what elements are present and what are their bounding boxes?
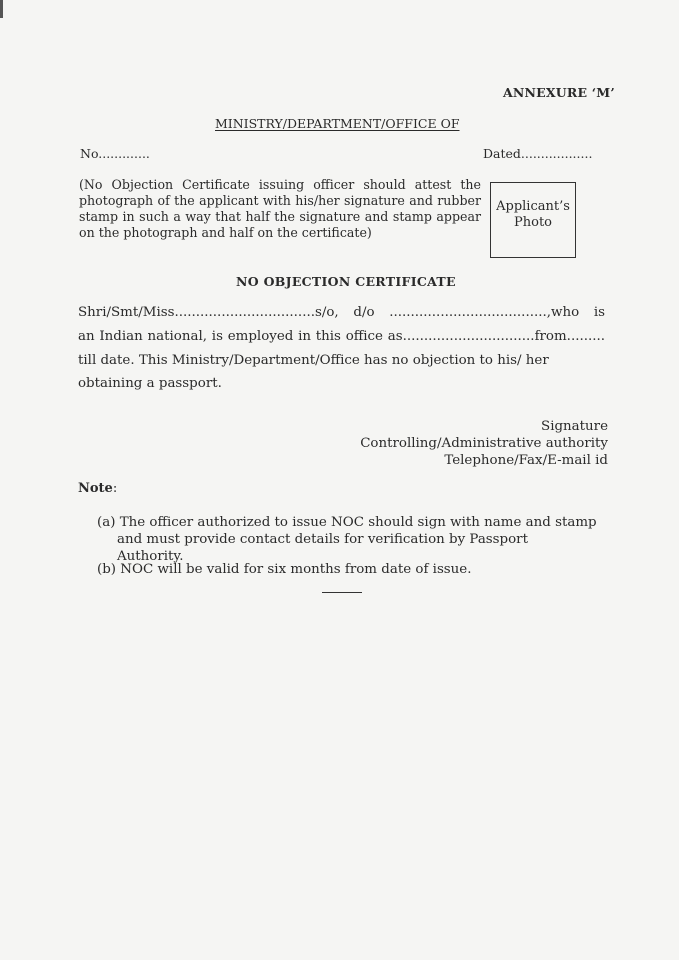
note-label-text: Note [78,481,113,496]
ministry-heading: MINISTRY/DEPARTMENT/OFFICE OF [215,116,460,131]
note-item-b: (b) NOC will be valid for six months from date of issue. [97,562,472,577]
note-heading [78,481,117,496]
note-a-line-2: and must provide contact details for verification by Passport Authority. [117,532,528,564]
annexure-label: ANNEXURE ‘M’ [503,85,615,100]
note-item-a [97,514,597,565]
certificate-body-line-3: till date. This Ministry/Department/Office has no objection to his/ her [78,353,549,368]
certificate-title: NO OBJECTION CERTIFICATE [236,274,456,289]
note-colon: : [112,481,118,496]
certificate-body-line-1: Shri/Smt/Miss.................................s/o, d/o .....................................,who is [78,305,605,320]
photo-box-label-line1: Applicant’s [496,199,570,214]
signature-label: Signature [541,419,608,434]
signature-block [330,418,608,469]
reference-number-field: No............. [80,146,150,161]
note-a-line-1: (a) The officer authorized to issue NOC should sign with name and stamp [97,515,597,530]
attestation-instruction: (No Objection Certificate issuing officer should attest the photograph of the applicant with his/her signature and rubber stamp in such a way that half the signature and stamp appear on the photograph and half on the certificate) [79,177,481,240]
photo-box-label-line2: Photo [514,215,552,230]
certificate-body-line-2: an Indian national, is employed in this office as...............................from......... [78,329,605,344]
contact-label: Telephone/Fax/E-mail id [444,453,608,468]
certificate-body-line-4: obtaining a passport. [78,376,222,391]
dated-field: Dated.................. [483,146,593,161]
applicant-photo-box [490,182,576,258]
scan-edge-mark [0,0,3,18]
end-divider [322,592,362,593]
authority-label: Controlling/Administrative authority [360,436,608,451]
